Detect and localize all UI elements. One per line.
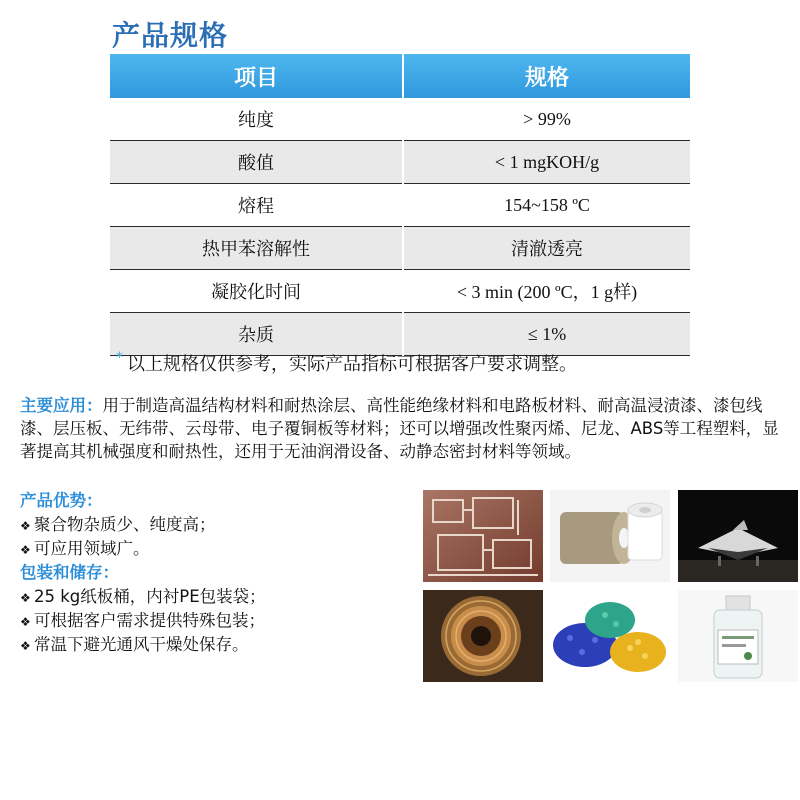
row-spec: < 3 min (200 ºC，1 g样) — [403, 270, 690, 313]
packaging-text: 25 kg纸板桶，内衬PE包装袋； — [34, 587, 266, 606]
row-item: 熔程 — [110, 184, 403, 227]
bullet-icon: ❖ — [20, 639, 31, 653]
row-spec: 清澈透亮 — [403, 227, 690, 270]
row-spec: 154~158 ºC — [403, 184, 690, 227]
list-item — [20, 631, 249, 655]
tape-roll-image — [550, 490, 670, 582]
spacecraft-image — [678, 490, 798, 582]
bullet-icon: ❖ — [20, 543, 31, 557]
row-item: 纯度 — [110, 98, 403, 141]
motor-coil-image — [423, 590, 543, 682]
row-item: 酸值 — [110, 141, 403, 184]
packaging-text: 可根据客户需求提供特殊包装； — [34, 611, 265, 630]
list-item — [20, 583, 266, 607]
table-row — [110, 141, 690, 184]
row-item: 杂质 — [110, 313, 403, 356]
application-section — [20, 394, 790, 463]
list-item — [20, 535, 150, 559]
bullet-icon: ❖ — [20, 615, 31, 629]
bottle-sample-image — [678, 590, 798, 682]
row-spec: > 99% — [403, 98, 690, 141]
application-label: 主要应用： — [20, 396, 103, 415]
header-item: 项目 — [110, 54, 403, 98]
page-title: 产品规格 — [112, 19, 229, 52]
packaging-text: 常温下避光通风干燥处保存。 — [34, 635, 249, 654]
asterisk-icon: * — [116, 350, 123, 366]
row-spec: < 1 mgKOH/g — [403, 141, 690, 184]
row-spec: ≤ 1% — [403, 313, 690, 356]
advantage-text: 聚合物杂质少、纯度高； — [34, 515, 216, 534]
advantages-heading: 产品优势： — [20, 491, 103, 510]
spec-note — [116, 350, 577, 376]
circuit-board-image — [423, 490, 543, 582]
table-row — [110, 227, 690, 270]
application-text: 用于制造高温结构材料和耐热涂层、高性能绝缘材料和电路板材料、耐高温浸渍漆、漆包线漆、层压板、无纬带、云母带、电子覆铜板等材料；还可以增强改性聚丙烯、尼龙、ABS等工程塑料，显著提高其机械强度和耐热性，还用于无油润滑设备、动静态密封材料等领域。 — [20, 396, 779, 461]
list-item — [20, 607, 265, 631]
table-row — [110, 98, 690, 141]
spec-table-header — [110, 54, 690, 98]
plastic-pellets-image — [550, 590, 670, 682]
bullet-icon: ❖ — [20, 519, 31, 533]
bullet-icon: ❖ — [20, 591, 31, 605]
packaging-heading: 包装和储存： — [20, 563, 119, 582]
header-spec: 规格 — [403, 54, 690, 98]
row-item: 凝胶化时间 — [110, 270, 403, 313]
table-row — [110, 184, 690, 227]
spec-table — [110, 54, 690, 356]
table-row — [110, 270, 690, 313]
list-item — [20, 511, 216, 535]
advantage-text: 可应用领域广。 — [34, 539, 150, 558]
note-text: 以上规格仅供参考，实际产品指标可根据客户要求调整。 — [127, 354, 577, 375]
row-item: 热甲苯溶解性 — [110, 227, 403, 270]
